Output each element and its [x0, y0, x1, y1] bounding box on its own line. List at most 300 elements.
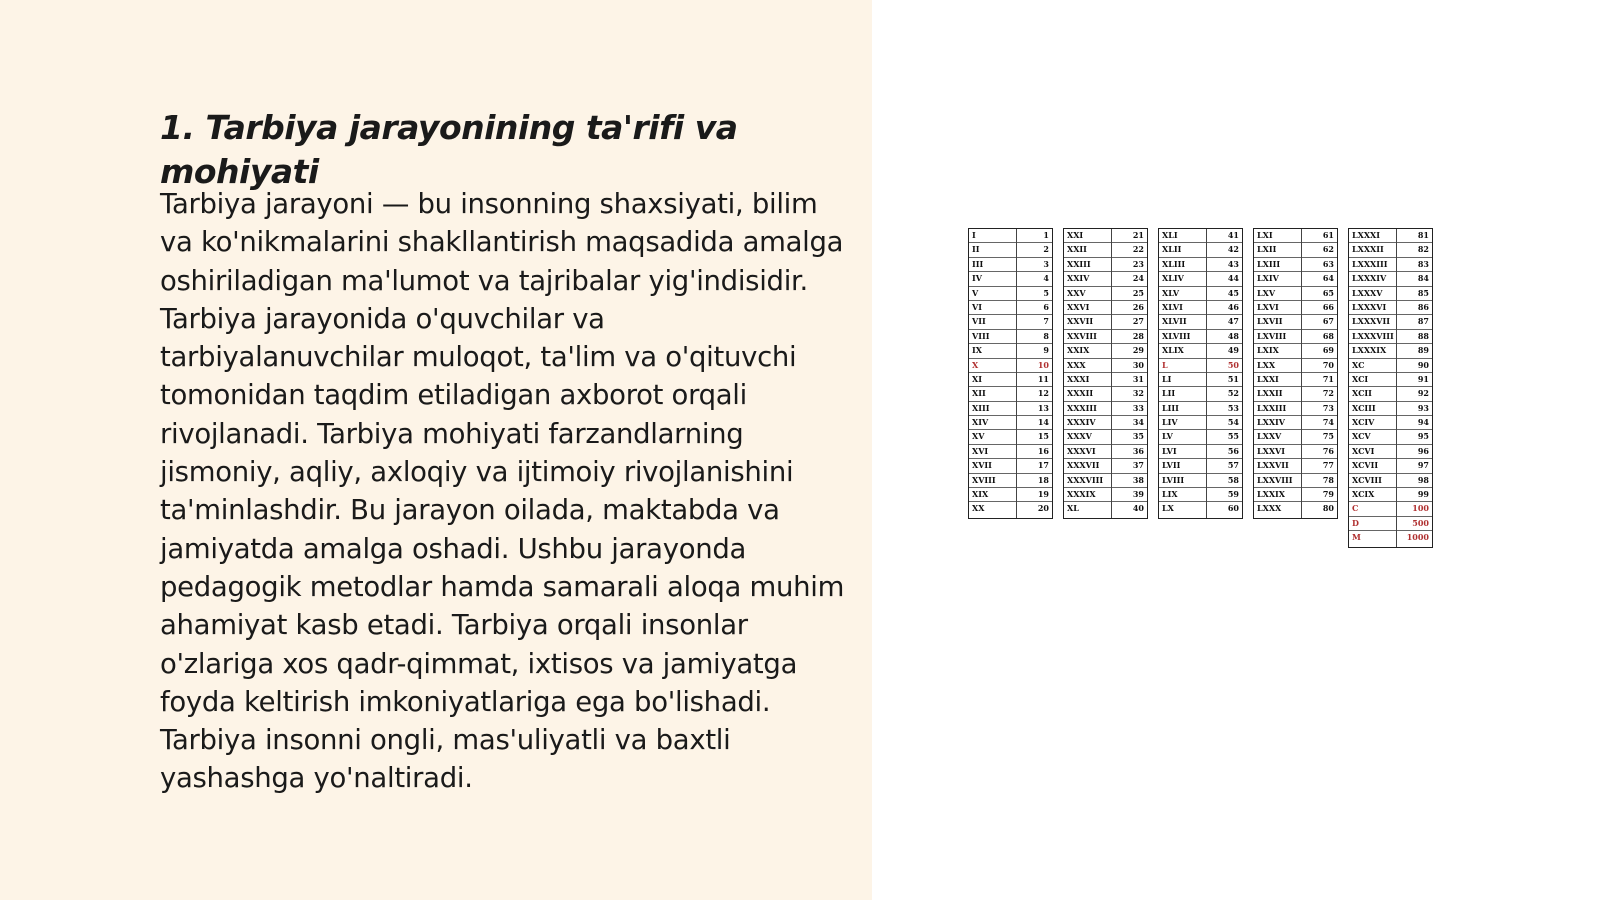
roman-numeral-cell: LXI	[1257, 230, 1273, 240]
roman-table-row	[969, 359, 1052, 373]
roman-table-row	[1064, 315, 1147, 329]
arabic-value-cell: 92	[1417, 388, 1429, 399]
roman-table-row	[1254, 287, 1337, 301]
roman-table-row	[1349, 373, 1432, 387]
roman-numeral-cell: XIV	[972, 417, 989, 428]
roman-numeral-cell: IV	[972, 273, 982, 284]
roman-table-row	[1349, 531, 1432, 545]
roman-numeral-cell: LI	[1162, 373, 1172, 384]
roman-numeral-cell: XXXIII	[1067, 402, 1097, 413]
arabic-value-cell: 13	[1037, 402, 1049, 413]
roman-numeral-cell: XXXVII	[1067, 460, 1100, 471]
arabic-value-cell: 96	[1417, 445, 1429, 456]
roman-table-row	[1159, 301, 1242, 315]
roman-numeral-cell: XLVI	[1162, 301, 1183, 312]
arabic-value-cell: 72	[1322, 388, 1334, 399]
arabic-value-cell: 50	[1227, 359, 1239, 370]
roman-numeral-cell: XC	[1352, 359, 1365, 370]
roman-numeral-cell: XI	[972, 373, 982, 384]
roman-table-row	[1159, 258, 1242, 272]
roman-table-row	[969, 430, 1052, 444]
roman-numeral-cell: XCVII	[1352, 460, 1379, 471]
arabic-value-cell: 93	[1417, 402, 1429, 413]
arabic-value-cell: 500	[1412, 517, 1429, 528]
roman-numeral-cell: LXXXII	[1352, 244, 1384, 255]
roman-numeral-cell: XCI	[1352, 373, 1369, 384]
roman-table-row	[1254, 330, 1337, 344]
roman-numeral-cell: I	[972, 230, 976, 240]
arabic-value-cell: 42	[1227, 244, 1239, 255]
arabic-value-cell: 70	[1322, 359, 1334, 370]
arabic-value-cell: 3	[1043, 258, 1049, 269]
roman-numeral-cell: XLVIII	[1162, 330, 1191, 341]
arabic-value-cell: 17	[1037, 460, 1049, 471]
arabic-value-cell: 32	[1132, 388, 1144, 399]
arabic-value-cell: 8	[1043, 330, 1049, 341]
roman-table-row	[1159, 243, 1242, 257]
arabic-value-cell: 38	[1132, 474, 1144, 485]
roman-table-row	[1159, 287, 1242, 301]
roman-table-row	[1064, 258, 1147, 272]
roman-numeral-cell: XXI	[1067, 230, 1084, 240]
roman-numeral-cell: LXXVIII	[1257, 474, 1293, 485]
roman-table-row	[1349, 287, 1432, 301]
roman-table-row	[1254, 474, 1337, 488]
arabic-value-cell: 22	[1132, 244, 1144, 255]
roman-table-column	[1158, 228, 1243, 519]
roman-table-row	[1159, 502, 1242, 516]
roman-numeral-cell: LII	[1162, 388, 1176, 399]
roman-table-row	[1254, 459, 1337, 473]
arabic-value-cell: 73	[1322, 402, 1334, 413]
arabic-value-cell: 14	[1037, 417, 1049, 428]
arabic-value-cell: 25	[1132, 287, 1144, 298]
arabic-value-cell: 48	[1227, 330, 1239, 341]
roman-table-row	[969, 258, 1052, 272]
arabic-value-cell: 33	[1132, 402, 1144, 413]
arabic-value-cell: 40	[1132, 503, 1144, 514]
roman-numeral-cell: LXXIV	[1257, 417, 1285, 428]
arabic-value-cell: 20	[1037, 503, 1049, 514]
roman-numeral-cell: XLV	[1162, 287, 1180, 298]
roman-table-row	[1064, 344, 1147, 358]
arabic-value-cell: 58	[1227, 474, 1239, 485]
roman-numeral-cell: L	[1162, 359, 1168, 370]
roman-numeral-cell: XXXVI	[1067, 445, 1096, 456]
roman-table-row	[1159, 330, 1242, 344]
roman-table-row	[1254, 229, 1337, 243]
arabic-value-cell: 37	[1132, 460, 1144, 471]
roman-table-row	[1064, 330, 1147, 344]
roman-numeral-cell: LX	[1162, 503, 1174, 514]
roman-table-row	[969, 243, 1052, 257]
arabic-value-cell: 66	[1322, 301, 1334, 312]
roman-table-row	[1064, 373, 1147, 387]
roman-table-row	[969, 315, 1052, 329]
roman-table-row	[969, 474, 1052, 488]
roman-numeral-cell: XCV	[1352, 431, 1371, 442]
roman-table-row	[1349, 229, 1432, 243]
roman-table-row	[969, 387, 1052, 401]
roman-numeral-cell: LXII	[1257, 244, 1277, 255]
arabic-value-cell: 86	[1417, 301, 1429, 312]
roman-numeral-cell: XXVII	[1067, 316, 1094, 327]
roman-table-row	[1254, 315, 1337, 329]
roman-numeral-cell: M	[1352, 532, 1361, 543]
roman-table-row	[969, 344, 1052, 358]
roman-numeral-cell: LXIII	[1257, 258, 1281, 269]
roman-numeral-cell: XXXIX	[1067, 489, 1096, 500]
arabic-value-cell: 91	[1417, 373, 1429, 384]
arabic-value-cell: 16	[1037, 445, 1049, 456]
roman-table-row	[1349, 430, 1432, 444]
roman-table-row	[969, 416, 1052, 430]
roman-table-row	[1254, 258, 1337, 272]
roman-numeral-cell: XCVIII	[1352, 474, 1382, 485]
arabic-value-cell: 5	[1043, 287, 1049, 298]
arabic-value-cell: 74	[1322, 417, 1334, 428]
arabic-value-cell: 1000	[1406, 532, 1429, 543]
arabic-value-cell: 55	[1227, 431, 1239, 442]
roman-table-row	[1064, 243, 1147, 257]
roman-numeral-cell: LXIV	[1257, 273, 1279, 284]
roman-numeral-cell: XLII	[1162, 244, 1182, 255]
arabic-value-cell: 87	[1417, 316, 1429, 327]
arabic-value-cell: 62	[1322, 244, 1334, 255]
roman-table-row	[1349, 517, 1432, 531]
roman-numeral-cell: XXVIII	[1067, 330, 1097, 341]
roman-numeral-cell: LXXII	[1257, 388, 1283, 399]
arabic-value-cell: 27	[1132, 316, 1144, 327]
arabic-value-cell: 29	[1132, 345, 1144, 356]
roman-numeral-cell: LVII	[1162, 460, 1181, 471]
roman-numeral-cell: LXXXV	[1352, 287, 1383, 298]
roman-numeral-cell: LXXX	[1257, 503, 1282, 514]
roman-table-row	[1349, 402, 1432, 416]
roman-numeral-cell: XIII	[972, 402, 990, 413]
roman-table-row	[1064, 416, 1147, 430]
arabic-value-cell: 89	[1417, 345, 1429, 356]
arabic-value-cell: 95	[1417, 431, 1429, 442]
roman-table-row	[1159, 272, 1242, 286]
roman-table-row	[1349, 416, 1432, 430]
roman-table-row	[1159, 416, 1242, 430]
roman-table-row	[1159, 459, 1242, 473]
roman-table-row	[1254, 373, 1337, 387]
arabic-value-cell: 34	[1132, 417, 1144, 428]
arabic-value-cell: 76	[1322, 445, 1334, 456]
roman-numeral-cell: LXVII	[1257, 316, 1283, 327]
roman-table-row	[1159, 488, 1242, 502]
roman-numeral-cell: XV	[972, 431, 985, 442]
roman-table-column	[1253, 228, 1338, 519]
roman-table-row	[1064, 301, 1147, 315]
arabic-value-cell: 2	[1043, 244, 1049, 255]
arabic-value-cell: 24	[1132, 273, 1144, 284]
roman-table-row	[1349, 359, 1432, 373]
roman-numeral-cell: XXIX	[1067, 345, 1090, 356]
roman-table-row	[969, 488, 1052, 502]
roman-table-row	[1064, 445, 1147, 459]
roman-table-row	[1349, 502, 1432, 516]
arabic-value-cell: 85	[1417, 287, 1429, 298]
roman-table-row	[1159, 402, 1242, 416]
roman-table-row	[1064, 287, 1147, 301]
arabic-value-cell: 54	[1227, 417, 1239, 428]
arabic-value-cell: 10	[1037, 359, 1049, 370]
arabic-value-cell: 84	[1417, 273, 1429, 284]
arabic-value-cell: 83	[1417, 258, 1429, 269]
roman-table-row	[1349, 258, 1432, 272]
roman-table-row	[1254, 430, 1337, 444]
arabic-value-cell: 49	[1227, 345, 1239, 356]
roman-table-row	[1254, 488, 1337, 502]
roman-numeral-cell: XL	[1067, 503, 1079, 514]
roman-numeral-cell: LXXI	[1257, 373, 1279, 384]
roman-table-row	[969, 272, 1052, 286]
roman-numeral-cell: IX	[972, 345, 982, 356]
roman-table-row	[1254, 502, 1337, 516]
arabic-value-cell: 53	[1227, 402, 1239, 413]
roman-table-row	[1064, 502, 1147, 516]
arabic-value-cell: 79	[1322, 489, 1334, 500]
roman-numeral-cell: XIX	[972, 489, 989, 500]
roman-numeral-cell: XVI	[972, 445, 989, 456]
roman-table-row	[1349, 387, 1432, 401]
arabic-value-cell: 56	[1227, 445, 1239, 456]
arabic-value-cell: 75	[1322, 431, 1334, 442]
arabic-value-cell: 69	[1322, 345, 1334, 356]
roman-table-row	[1349, 330, 1432, 344]
arabic-value-cell: 97	[1417, 460, 1429, 471]
roman-numeral-cell: LXXIX	[1257, 489, 1285, 500]
roman-table-row	[1159, 474, 1242, 488]
roman-numeral-cell: LXVIII	[1257, 330, 1287, 341]
roman-table-row	[1159, 445, 1242, 459]
roman-table-column	[1348, 228, 1433, 548]
arabic-value-cell: 18	[1037, 474, 1049, 485]
roman-numeral-cell: XXXIV	[1067, 417, 1096, 428]
roman-table-row	[969, 287, 1052, 301]
roman-table-column	[1063, 228, 1148, 519]
roman-table-row	[969, 301, 1052, 315]
roman-numeral-cell: LIX	[1162, 489, 1178, 500]
arabic-value-cell: 100	[1412, 503, 1429, 514]
roman-table-row	[1254, 402, 1337, 416]
roman-numeral-cell: XXV	[1067, 287, 1086, 298]
roman-table-row	[1159, 315, 1242, 329]
roman-table-row	[1254, 445, 1337, 459]
roman-table-row	[1064, 272, 1147, 286]
arabic-value-cell: 44	[1227, 273, 1239, 284]
roman-numeral-cell: X	[972, 359, 979, 370]
roman-numeral-cell: XLVII	[1162, 316, 1187, 327]
roman-table-row	[1349, 459, 1432, 473]
arabic-value-cell: 67	[1322, 316, 1334, 327]
roman-table-row	[1159, 430, 1242, 444]
arabic-value-cell: 77	[1322, 460, 1334, 471]
roman-table-row	[1254, 344, 1337, 358]
roman-numeral-cell: XCIV	[1352, 417, 1375, 428]
arabic-value-cell: 39	[1132, 489, 1144, 500]
roman-table-row	[969, 373, 1052, 387]
roman-table-row	[1064, 402, 1147, 416]
roman-numeral-cell: LXXVI	[1257, 445, 1285, 456]
roman-table-row	[1159, 359, 1242, 373]
roman-table-row	[1064, 359, 1147, 373]
arabic-value-cell: 7	[1043, 316, 1049, 327]
roman-numeral-cell: XXIV	[1067, 273, 1090, 284]
roman-numeral-cell: LVIII	[1162, 474, 1185, 485]
roman-table-row	[1349, 301, 1432, 315]
roman-table-row	[1254, 359, 1337, 373]
roman-numeral-cell: XCVI	[1352, 445, 1375, 456]
arabic-value-cell: 30	[1132, 359, 1144, 370]
roman-numeral-cell: XLIV	[1162, 273, 1184, 284]
arabic-value-cell: 12	[1037, 388, 1049, 399]
roman-numeral-cell: XVIII	[972, 474, 996, 485]
roman-numeral-cell: XLI	[1162, 230, 1178, 240]
arabic-value-cell: 28	[1132, 330, 1144, 341]
roman-table-column	[968, 228, 1053, 519]
roman-numeral-cell: LXXXVIII	[1352, 330, 1394, 341]
roman-numeral-cell: XVII	[972, 460, 992, 471]
arabic-value-cell: 36	[1132, 445, 1144, 456]
roman-numeral-cell: LIV	[1162, 417, 1178, 428]
roman-numeral-cell: XXIII	[1067, 258, 1091, 269]
slide-title: 1. Tarbiya jarayonining ta'rifi va mohiyati	[160, 108, 738, 191]
arabic-value-cell: 90	[1417, 359, 1429, 370]
slide-body-text: Tarbiya jarayoni — bu insonning shaxsiyati, bilim va ko'nikmalarini shakllantirish maqsadida amalga oshiriladigan ma'lumot va tajribalar yig'indisidir. Tarbiya jarayonida o'quvchilar va tarbiyalanuvchilar muloqot, ta'lim va o'qituvchi tomonidan taqdim etiladigan axborot orqali rivojlanadi. Tarbiya mohiyati farzandlarning jismoniy, aqliy, axloqiy va ijtimoiy rivojlanishini ta'minlashdir. Bu jarayon oilada, maktabda va jamiyatda amalga oshadi. Ushbu jarayonda pedagogik metodlar hamda samarali aloqa muhim ahamiyat kasb etadi. Tarbiya orqali insonlar o'zlariga xos qadr-qimmat, ixtisos va jamiyatga foyda keltirish imkoniyatlariga ega bo'lishadi. Tarbiya insonni ongli, mas'uliyatli va baxtli yashashga yo'naltiradi.	[160, 188, 845, 795]
arabic-value-cell: 19	[1037, 489, 1049, 500]
roman-table-row	[969, 445, 1052, 459]
roman-numeral-cell: LXX	[1257, 359, 1276, 370]
roman-table-row	[1349, 474, 1432, 488]
roman-table-row	[969, 229, 1052, 243]
roman-table-row	[1254, 416, 1337, 430]
roman-numeral-cell: XXXVIII	[1067, 474, 1104, 485]
arabic-value-cell: 43	[1227, 258, 1239, 269]
roman-numeral-cell: XLIX	[1162, 345, 1184, 356]
roman-table-row	[969, 502, 1052, 516]
roman-numeral-cell: XCIX	[1352, 489, 1375, 500]
arabic-value-cell: 35	[1132, 431, 1144, 442]
roman-table-row	[1159, 229, 1242, 243]
arabic-value-cell: 6	[1043, 301, 1049, 312]
roman-numeral-cell: XXXI	[1067, 373, 1090, 384]
roman-numeral-cell: XXXV	[1067, 431, 1092, 442]
arabic-value-cell: 26	[1132, 301, 1144, 312]
roman-numeral-cell: LXXVII	[1257, 460, 1289, 471]
arabic-value-cell: 23	[1132, 258, 1144, 269]
roman-numeral-cell: D	[1352, 517, 1359, 528]
arabic-value-cell: 9	[1043, 345, 1049, 356]
arabic-value-cell: 11	[1037, 373, 1049, 384]
roman-table-row	[969, 330, 1052, 344]
roman-numeral-cell: C	[1352, 503, 1359, 514]
arabic-value-cell: 65	[1322, 287, 1334, 298]
roman-numeral-cell: LXXXVI	[1352, 301, 1387, 312]
arabic-value-cell: 57	[1227, 460, 1239, 471]
arabic-value-cell: 88	[1417, 330, 1429, 341]
roman-numeral-cell: XXII	[1067, 244, 1087, 255]
roman-table-row	[1064, 430, 1147, 444]
roman-table-row	[969, 459, 1052, 473]
roman-table-row	[1159, 344, 1242, 358]
arabic-value-cell: 41	[1227, 230, 1239, 240]
roman-numerals-table-image	[968, 228, 1434, 548]
roman-table-row	[1254, 272, 1337, 286]
roman-numeral-cell: VII	[972, 316, 986, 327]
roman-table-row	[1064, 474, 1147, 488]
arabic-value-cell: 15	[1037, 431, 1049, 442]
arabic-value-cell: 98	[1417, 474, 1429, 485]
arabic-value-cell: 80	[1322, 503, 1334, 514]
roman-table-row	[1064, 459, 1147, 473]
roman-numeral-cell: LV	[1162, 431, 1173, 442]
arabic-value-cell: 47	[1227, 316, 1239, 327]
roman-table-row	[1349, 445, 1432, 459]
roman-numeral-cell: LXXXIX	[1352, 345, 1387, 356]
roman-numeral-cell: LIII	[1162, 402, 1179, 413]
roman-table-row	[1064, 387, 1147, 401]
roman-numeral-cell: III	[972, 258, 984, 269]
roman-numeral-cell: LXVI	[1257, 301, 1279, 312]
arabic-value-cell: 61	[1322, 230, 1334, 240]
arabic-value-cell: 71	[1322, 373, 1334, 384]
arabic-value-cell: 99	[1417, 489, 1429, 500]
roman-table-row	[1254, 387, 1337, 401]
arabic-value-cell: 1	[1043, 230, 1049, 240]
roman-numeral-cell: LXXV	[1257, 431, 1282, 442]
roman-numeral-cell: LXXXIII	[1352, 258, 1388, 269]
roman-numeral-cell: V	[972, 287, 979, 298]
roman-table-row	[1349, 488, 1432, 502]
roman-table-row	[1064, 229, 1147, 243]
roman-table-row	[1349, 243, 1432, 257]
roman-numeral-cell: XCIII	[1352, 402, 1376, 413]
roman-numeral-cell: LXXXIV	[1352, 273, 1387, 284]
roman-numeral-cell: VIII	[972, 330, 990, 341]
roman-table-row	[1159, 373, 1242, 387]
roman-numeral-cell: VI	[972, 301, 982, 312]
arabic-value-cell: 60	[1227, 503, 1239, 514]
arabic-value-cell: 4	[1043, 273, 1049, 284]
roman-numeral-cell: XXXII	[1067, 388, 1094, 399]
arabic-value-cell: 81	[1417, 230, 1429, 240]
roman-numeral-cell: XII	[972, 388, 986, 399]
roman-numeral-cell: LVI	[1162, 445, 1177, 456]
roman-numeral-cell: XX	[972, 503, 985, 514]
roman-numeral-cell: LXXXI	[1352, 230, 1380, 240]
roman-table-row	[1349, 272, 1432, 286]
roman-table-row	[1349, 315, 1432, 329]
roman-numeral-cell: XXX	[1067, 359, 1086, 370]
arabic-value-cell: 68	[1322, 330, 1334, 341]
arabic-value-cell: 46	[1227, 301, 1239, 312]
arabic-value-cell: 52	[1227, 388, 1239, 399]
roman-table-row	[1349, 344, 1432, 358]
arabic-value-cell: 51	[1227, 373, 1239, 384]
roman-numeral-cell: XLIII	[1162, 258, 1186, 269]
arabic-value-cell: 94	[1417, 417, 1429, 428]
arabic-value-cell: 45	[1227, 287, 1239, 298]
roman-numeral-cell: XCII	[1352, 388, 1372, 399]
roman-numeral-cell: LXV	[1257, 287, 1276, 298]
roman-numeral-cell: LXXIII	[1257, 402, 1287, 413]
arabic-value-cell: 82	[1417, 244, 1429, 255]
roman-numeral-cell: XXVI	[1067, 301, 1090, 312]
